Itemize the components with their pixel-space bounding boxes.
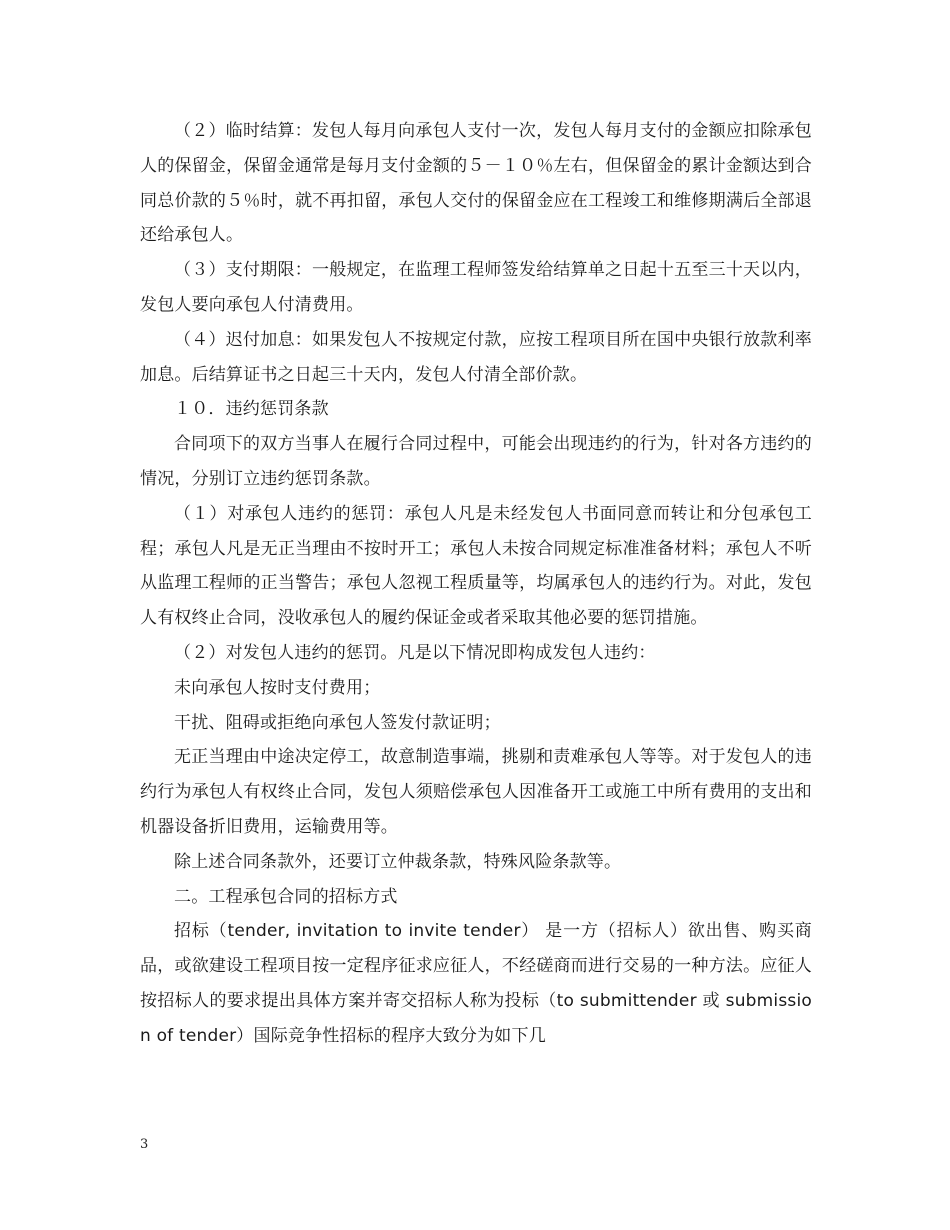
paragraph-employer-breach: （２）对发包人违约的惩罚。凡是以下情况即构成发包人违约： [174,642,656,663]
section-heading-tender-method: 二。工程承包合同的招标方式 [174,886,398,907]
list-item-late-payment: 未向承包人按时支付费用； [174,677,381,698]
paragraph-other-clauses: 除上述合同条款外，还要订立仲裁条款，特殊风险条款等。 [174,851,622,872]
section-heading-breach-penalty: １０．违约惩罚条款 [174,399,329,420]
paragraph-interim-settlement: （２）临时结算：发包人每月向承包人支付一次，发包人每月支付的金额应扣除承包人的保留金，保留金通常是每月支付金额的５－１０％左右，但保留金的累计金额达到合同总价款的５％时，就不再扣留，承包人交付的保留金应在工程竣工和维修期满后全部退还给承包人。 [140,121,812,246]
paragraph-late-payment-interest: （４）迟付加息：如果发包人不按规定付款，应按工程项目所在国中央银行放款利率加息。后结算证书之日起三十天内，发包人付清全部价款。 [140,329,812,385]
paragraph-unjustified-stop: 无正当理由中途决定停工，故意制造事端，挑剔和责难承包人等等。对于发包人的违约行为承包人有权终止合同，发包人须赔偿承包人因准备开工或施工中所有费用的支出和机器设备折旧费用，运输费用等。 [140,747,812,837]
paragraph-breach-intro: 合同项下的双方当事人在履行合同过程中，可能会出现违约的行为，针对各方违约的情况，分别订立违约惩罚条款。 [140,434,812,489]
paragraph-tender-definition: 招标（tender, invitation to invite tender） 是一方（招标人）欲出售、购买商品，或欲建设工程项目按一定程序征求应征人，不经磋商而进行交易的一种方法。应征人按招标人的要求提出具体方案并寄交招标人称为投标（to submittender 或 submission of tender）国际竞争性招标的程序大致分为如下几 [140,921,812,1046]
paragraph-contractor-breach: （１）对承包人违约的惩罚：承包人凡是未经发包人书面同意而转让和分包承包工程；承包人凡是无正当理由不按时开工；承包人未按合同规定标准准备材料；承包人不听从监理工程师的正当警告；承包人忽视工程质量等，均属承包人的违约行为。对此，发包人有权终止合同，没收承包人的履约保证金或者采取其他必要的惩罚措施。 [140,503,812,629]
page-number: 3 [140,1137,149,1152]
paragraph-payment-deadline: （３）支付期限：一般规定，在监理工程师签发给结算单之日起十五至三十天以内，发包人要向承包人付清费用。 [140,260,812,315]
document-body [140,114,812,1054]
list-item-obstruct-certificate: 干扰、阻碍或拒绝向承包人签发付款证明； [174,712,501,733]
